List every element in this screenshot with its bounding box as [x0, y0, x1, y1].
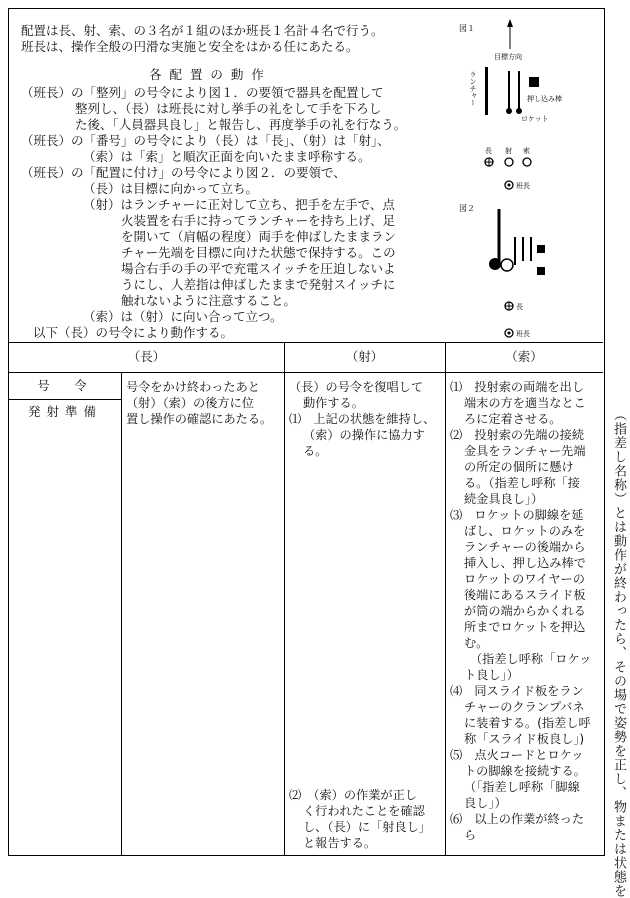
action-line: を開いて（肩幅の程度）両手を伸ばしたままラン: [121, 229, 397, 244]
action-line: 火装置を右手に持ってランチャーを持ち上げ、足: [121, 213, 396, 228]
column-divider: [284, 342, 285, 855]
action-line: （索）は「索」と順次正面を向いたまま呼称する。: [83, 149, 371, 164]
action-line: うにし、人差指は伸ばしたままで発射スイッチに: [121, 277, 396, 292]
intro-line: 配置は長、射、索、の３名が１組のほか班長１名計４名で行う。: [21, 23, 384, 38]
header-saku: （索）: [445, 342, 603, 373]
action-line: 触れないように注意すること。: [121, 293, 297, 308]
action-line: 場合右手の手の平で充電スイッチを圧迫しないよ: [121, 261, 396, 276]
section-title: 各 配 置 の 動 作: [149, 67, 266, 82]
sha-instructions-2: ⑵ （索）の作業が正し く行われたことを確認 し、（長）に「射良し」 と報告する。: [289, 788, 431, 850]
action-line: 以下（長）の号令により動作する。: [33, 325, 234, 340]
direction-label: 目標方向: [494, 53, 522, 61]
action-line: （班長）の「配置に付け」の号令により図２．の要領で、: [21, 165, 346, 180]
action-line: （長）は目標に向かって立ち。: [83, 181, 259, 196]
action-line: チャー先端を目標に向けた状態で保持する。この: [121, 245, 396, 260]
launcher-label: ランチャー: [469, 71, 477, 106]
fig1-label: 図１: [459, 24, 475, 33]
intro-line: 班長は、操作全般の円滑な実施と安全をはかる任にあたる。: [21, 39, 359, 54]
side-note: （指差し名称）とは動作が終わったら、その場で姿勢を正し、物または状態を: [611, 408, 626, 898]
action-line: （班長）の「整列」の号令により図１．の要領で器具を配置して: [21, 85, 384, 100]
cho-label-2: 長: [516, 303, 523, 311]
document-frame: [8, 8, 605, 856]
action-line: 整列し、（長）は班長に対し挙手の礼をして手を下ろし: [75, 101, 382, 116]
action-line: （班長）の「番号」の号令により（長）は「長」、（射）は「射」、: [21, 133, 390, 148]
header-sha: （射）: [284, 342, 445, 373]
header-cho: （長）: [9, 342, 284, 373]
hancho-label: 班長: [516, 182, 530, 190]
figure-panel: [449, 9, 599, 342]
action-line: （射）はランチャーに正対して立ち、把手を左手で、点: [83, 197, 395, 212]
saku-label: 索: [523, 147, 530, 155]
figure-diagram: [449, 9, 599, 342]
top-section: [9, 9, 603, 343]
action-line: た後、「人員器具良し」と報告し、再度挙手の礼を行なう。: [75, 117, 407, 132]
column-divider: [445, 342, 446, 855]
column-divider: [121, 373, 122, 855]
sha-label: 射: [505, 147, 512, 155]
cho-label: 長: [485, 147, 492, 155]
actions-text: [21, 85, 441, 341]
rocket-label: ロケット: [521, 115, 549, 123]
rod-label: 押し込み棒: [527, 95, 562, 103]
hancho-label-2: 班長: [516, 330, 530, 338]
cho-instructions: 号令をかけ終わったあと （射）（索）の後方に位 置し操作の確認にあたる。: [126, 380, 273, 426]
sha-instructions: （長）の号令を復唱して 動作する。 ⑴ 上記の状態を維持し、 （索）の操作に協力す る。: [289, 380, 436, 458]
row-label-gorei: 号 令: [9, 373, 121, 400]
saku-instructions: ⑴ 投射索の両端を出し 端末の方を適当なとこ ろに定着させる。 ⑵ 投射索の先端の接続 金具をランチャー先端 の所定の個所に懸け る。（指差し呼称「接 続金具良し」） ⑶ ロケットの脚線を延 ばし、ロケットのみを ランチャーの後端から 挿入し、押し込み棒で ロケットのワイヤーの 後端にあるスライド板 が筒の端からかくれる 所までロケットを押込 む。 （指差し呼称「ロケッ ト良し」） ⑷ 同スライド板をラン チャーのクランプバネ に装着する。(指差し呼 称「スライド板良し」) ⑸ 点火コードとロケッ トの脚線を接続する。 （「指差し呼称「脚線 良し」） ⑹ 以上の作業が終った ら: [450, 380, 592, 842]
action-line: （索）は（射）に向い合って立つ。: [83, 309, 283, 324]
fig2-label: 図２: [459, 204, 475, 213]
intro-paragraph: [21, 23, 441, 55]
row-label-hassha: 発射準備: [27, 404, 102, 419]
